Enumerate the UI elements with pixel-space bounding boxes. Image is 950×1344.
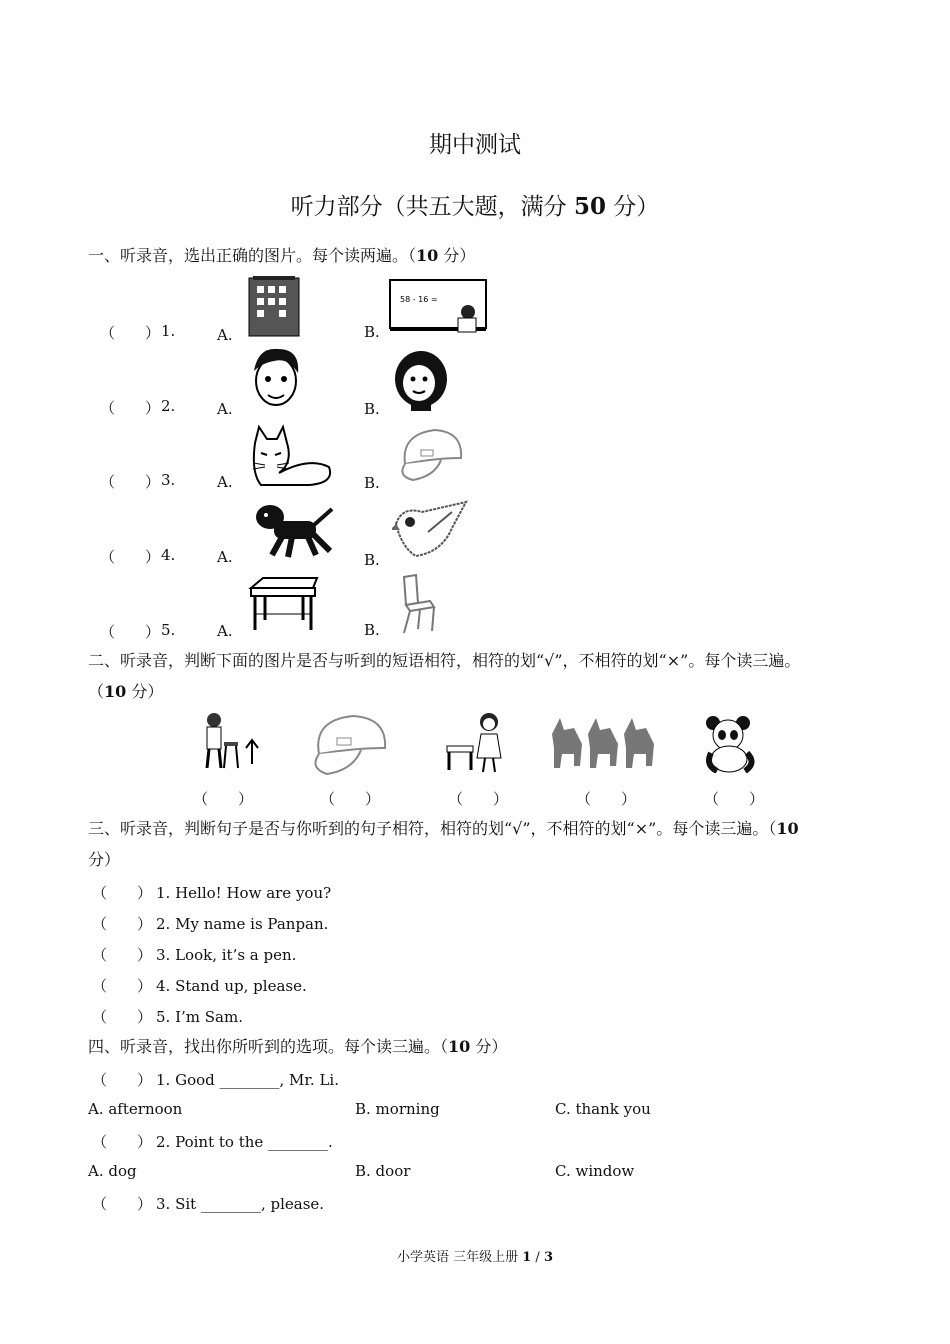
s1-opt-a-1: A. — [217, 326, 233, 344]
s4-q1-option-c[interactable]: C. thank you — [555, 1100, 651, 1118]
s3-blank-4[interactable]: （ ） — [92, 977, 153, 995]
subtitle-score: 50 — [573, 193, 606, 220]
s1-opt-b-1: B. — [364, 323, 380, 341]
s1-num-1: 1. — [161, 322, 176, 340]
s3-item-5: （ ） 5. I’m Sam. — [92, 1008, 243, 1026]
section4-heading: 四、听录音，找出你所听到的选项。每个读三遍。（10 分） — [88, 1037, 508, 1056]
s3-item-3: （ ） 3. Look, it’s a pen. — [92, 946, 297, 964]
page-footer: 小学英语 三年级上册 1 / 3 — [396, 1250, 553, 1265]
cat-picture — [249, 423, 335, 487]
cap-picture — [395, 424, 467, 484]
s1-num-5: 5. — [161, 621, 176, 639]
s1-blank-5[interactable]: （ ） — [100, 623, 161, 641]
s1-num-3: 3. — [161, 471, 176, 489]
s1-opt-b-5: B. — [364, 621, 380, 639]
s4-q2-option-a[interactable]: A. dog — [88, 1162, 137, 1180]
subtitle-text: 听力部分（共五大题，满分 — [290, 194, 574, 220]
chair-picture — [396, 573, 438, 635]
s2-blank-5[interactable]: （ ） — [704, 790, 765, 808]
s1-opt-a-2: A. — [217, 400, 233, 418]
s1-blank-2[interactable]: （ ） — [100, 399, 161, 417]
s4-blank-3[interactable]: （ ） — [92, 1195, 153, 1213]
girl-desk-picture — [445, 710, 505, 774]
s2-blank-4[interactable]: （ ） — [576, 790, 637, 808]
section1-heading: 一、听录音，选出正确的图片。每个读两遍。（10 分） — [88, 246, 476, 265]
section2-heading: 二、听录音，判断下面的图片是否与听到的短语相符，相符的划“√”，不相符的划“×”。每个读三遍。 — [88, 651, 801, 670]
page-title: 期中测试 — [429, 132, 521, 158]
s4-q1-option-a[interactable]: A. afternoon — [88, 1100, 183, 1118]
blackboard-teacher-picture — [388, 276, 490, 338]
desk-picture — [247, 574, 321, 634]
subtitle-text-end: 分） — [606, 194, 660, 220]
s1-num-2: 2. — [161, 397, 176, 415]
dog-picture — [248, 499, 336, 559]
s4-blank-2[interactable]: （ ） — [92, 1133, 153, 1151]
svg-text:58 - 16 =: 58 - 16 = — [400, 295, 438, 304]
s3-blank-5[interactable]: （ ） — [92, 1008, 153, 1026]
boy-face-picture — [248, 345, 304, 411]
s4-question-1: （ ） 1. Good ________, Mr. Li. — [92, 1071, 339, 1089]
s4-q1-option-b[interactable]: B. morning — [355, 1100, 440, 1118]
s3-blank-3[interactable]: （ ） — [92, 946, 153, 964]
s3-item-2: （ ） 2. My name is Panpan. — [92, 915, 329, 933]
s3-item-1: （ ） 1. Hello! How are you? — [92, 884, 332, 902]
s1-opt-a-3: A. — [217, 473, 233, 491]
section3-heading: 三、听录音，判断句子是否与你听到的句子相符，相符的划“√”，不相符的划“×”。每个读三遍。（10 — [88, 819, 799, 838]
s3-blank-2[interactable]: （ ） — [92, 915, 153, 933]
s2-blank-1[interactable]: （ ） — [193, 790, 254, 808]
bird-picture — [392, 498, 470, 562]
three-dogs-picture — [548, 714, 658, 774]
building-picture — [247, 274, 302, 338]
s4-q2-option-c[interactable]: C. window — [555, 1162, 635, 1180]
s1-opt-b-2: B. — [364, 400, 380, 418]
cap-picture-2 — [305, 708, 391, 778]
girl-face-picture — [393, 347, 449, 413]
s2-blank-2[interactable]: （ ） — [320, 790, 381, 808]
s1-opt-a-5: A. — [217, 622, 233, 640]
panda-picture — [703, 713, 759, 773]
s4-question-2: （ ） 2. Point to the ________. — [92, 1133, 333, 1151]
s4-q2-option-b[interactable]: B. door — [355, 1162, 411, 1180]
section2-heading-line2: （10 分） — [88, 682, 164, 701]
s1-opt-a-4: A. — [217, 548, 233, 566]
s2-blank-3[interactable]: （ ） — [448, 790, 509, 808]
s1-blank-1[interactable]: （ ） — [100, 324, 161, 342]
s4-blank-1[interactable]: （ ） — [92, 1071, 153, 1089]
page-subtitle — [0, 188, 950, 221]
s1-opt-b-4: B. — [364, 551, 380, 569]
s1-blank-4[interactable]: （ ） — [100, 548, 161, 566]
s1-num-4: 4. — [161, 546, 176, 564]
s1-opt-b-3: B. — [364, 474, 380, 492]
s1-blank-3[interactable]: （ ） — [100, 473, 161, 491]
s4-question-3: （ ） 3. Sit ________, please. — [92, 1195, 325, 1213]
section3-heading-line2: 分） — [88, 850, 121, 869]
s3-blank-1[interactable]: （ ） — [92, 884, 153, 902]
s3-item-4: （ ） 4. Stand up, please. — [92, 977, 307, 995]
boy-stand-up-picture — [200, 710, 266, 772]
